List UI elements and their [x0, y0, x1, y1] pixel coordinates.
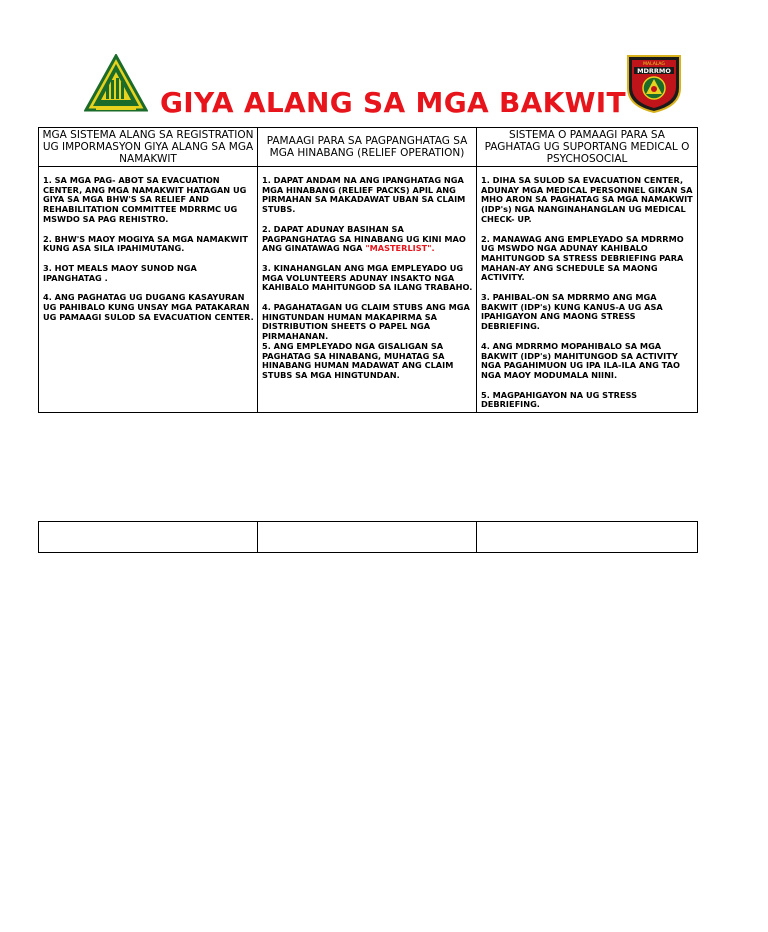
column-header-relief: PAMAAGI PARA SA PAGPANGHATAG SA MGA HINABANG (RELIEF OPERATION) — [258, 128, 477, 167]
list-item: 3. HOT MEALS MAOY SUNOD NGA IPANGHATAG . — [43, 262, 197, 283]
column-header-medical: SISTEMA O PAMAAGI PARA SA PAGHATAG UG SUPORTANG MEDICAL O PSYCHOSOCIAL — [477, 128, 698, 167]
list-item: 2. MANAWAG ANG EMPLEYADO SA MDRRMO UG MSWDO NGA ADUNAY KAHIBALO MAHITUNGOD SA STRESS DEBRIEFING PARA MAHAN-AY ANG SCHEDULE SA MAONG ACTIVITY. — [481, 233, 684, 283]
page-title: GIYA ALANG SA MGA BAKWIT — [160, 86, 626, 119]
relief-cell — [258, 167, 477, 413]
column-header-registration: MGA SISTEMA ALANG SA REGISTRATION UG IMPORMASYON GIYA ALANG SA MGA NAMAKWIT — [39, 128, 258, 167]
medical-cell — [477, 167, 698, 413]
triangle-emblem-icon — [84, 54, 148, 112]
table-row — [39, 522, 698, 553]
empty-cell — [258, 522, 477, 553]
list-item: 3. KINAHANGLAN ANG MGA EMPLEYADO UG MGA VOLUNTEERS ADUNAY INSAKTO NGA KAHIBALO MAHITUNGOD SA ILANG TRABAHO. — [262, 262, 473, 293]
document-header — [0, 50, 768, 122]
empty-cell — [477, 522, 698, 553]
registration-cell — [39, 167, 258, 413]
list-item: 5. ANG EMPLEYADO NGA GISALIGAN SA PAGHATAG SA HINABANG, MUHATAG SA HINABANG HUMAN MADAWAT ANG CLAIM STUBS SA MGA HINGTUNDAN. — [262, 340, 454, 380]
table-header-row — [39, 128, 698, 167]
list-item: 4. ANG PAGHATAG UG DUGANG KASAYURAN UG PAHIBALO KUNG UNSAY MGA PATAKARAN UG PAMAAGI SULOD SA EVACUATION CENTER. — [43, 292, 254, 322]
shield-top-text: MALALAG — [643, 62, 665, 67]
list-item: 1. SA MGA PAG- ABOT SA EVACUATION CENTER, ANG MGA NAMAKWIT HATAGAN UG GIYA SA MGA BHW'S SA RELIEF AND REHABILITATION COMMITTEE MDRRMC UG MSWDO SA PAG REHISTRO. — [43, 175, 247, 224]
list-item: 2. BHW'S MAOY MOGIYA SA MGA NAMAKWIT KUNG ASA SILA IPAHIMUTANG. — [43, 233, 248, 254]
list-item-masterlist — [262, 225, 473, 254]
list-item: 4. PAGAHATAGAN UG CLAIM STUBS ANG MGA HINGTUNDAN HUMAN MAKAPIRMA SA DISTRIBUTION SHEETS O PAPEL NGA PIRMAHANAN. — [262, 302, 470, 342]
empty-table — [38, 521, 698, 553]
list-item: 1. DIHA SA SULOD SA EVACUATION CENTER, ADUNAY MGA MEDICAL PERSONNEL GIKAN SA MHO ARON SA PAGHATAG SA MGA NAMAKWIT (IDP's) NGA NANGINAHANGLAN UG MEDICAL CHECK- UP. — [481, 175, 693, 224]
list-item: 1. DAPAT ANDAM NA ANG IPANGHATAG NGA MGA HINABANG (RELIEF PACKS) APIL ANG PIRMAHAN SA MAKADAWAT UBAN SA CLAIM STUBS. — [262, 175, 466, 215]
shield-main-text: MDRRMO — [637, 67, 671, 75]
masterlist-highlight: "MASTERLIST". — [365, 243, 435, 254]
mdrrmo-shield-icon — [624, 52, 684, 114]
list-item: 3. PAHIBAL-ON SA MDRRMO ANG MGA BAKWIT (IDP's) KUNG KANUS-A UG ASA IPAHIGAYON ANG MAONG STRESS DEBRIEFING. — [481, 292, 663, 332]
empty-cell — [39, 522, 258, 553]
guide-table — [38, 127, 698, 413]
item-text: 2. DAPAT ADUNAY BASIHAN SA PAGPANGHATAG SA HINABANG UG KINI MAO ANG GINATAWAG NGA — [262, 223, 466, 254]
list-item: 5. MAGPAHIGAYON NA UG STRESS DEBRIEFING. — [481, 389, 637, 410]
list-item: 4. ANG MDRRMO MOPAHIBALO SA MGA BAKWIT (IDP's) MAHITUNGOD SA ACTIVITY NGA PAGAHIMUON UG IPA ILA-ILA ANG TAO NGA MAOY MODUMALA NIINI. — [481, 340, 680, 380]
table-row — [39, 167, 698, 413]
